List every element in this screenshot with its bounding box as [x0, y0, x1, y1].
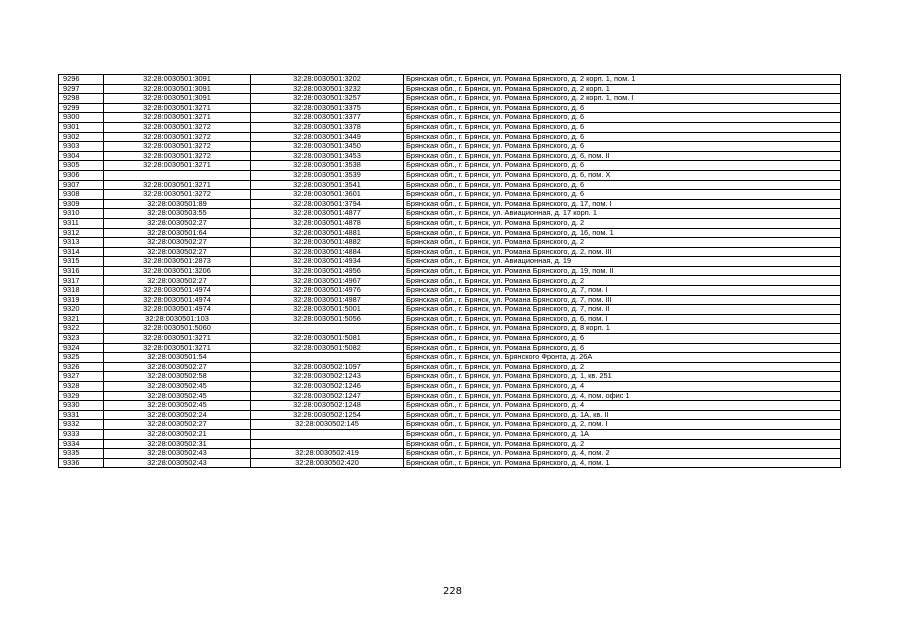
row-number-cell: 9311 — [59, 218, 104, 228]
land-parcel-number-cell: 32:28:0030502:24 — [104, 410, 251, 420]
address-cell: Брянская обл., г. Брянск, ул. Романа Брянского, д. 7, пом. III — [404, 295, 841, 305]
table-row — [59, 218, 841, 228]
address-cell: Брянская обл., г. Брянск, ул. Романа Брянского, д. 8 корп. 1 — [404, 324, 841, 334]
row-number-cell: 9321 — [59, 314, 104, 324]
address-cell: Брянская обл., г. Брянск, ул. Романа Брянского, д. 6 — [404, 190, 841, 200]
row-number-cell: 9313 — [59, 238, 104, 248]
land-parcel-number-cell: 32:28:0030501:4974 — [104, 295, 251, 305]
object-number-cell: 32:28:0030501:3453 — [251, 151, 404, 161]
address-cell: Брянская обл., г. Брянск, ул. Романа Брянского, д. 6 — [404, 103, 841, 113]
row-number-cell: 9327 — [59, 372, 104, 382]
table-row — [59, 238, 841, 248]
table-row — [59, 401, 841, 411]
address-cell: Брянская обл., г. Брянск, ул. Романа Брянского, д. 1А — [404, 429, 841, 439]
row-number-cell: 9312 — [59, 228, 104, 238]
table-row — [59, 84, 841, 94]
land-parcel-number-cell: 32:28:0030502:27 — [104, 420, 251, 430]
address-cell: Брянская обл., г. Брянск, ул. Романа Брянского, д. 6 — [404, 132, 841, 142]
row-number-cell: 9308 — [59, 190, 104, 200]
row-number-cell: 9323 — [59, 334, 104, 344]
address-cell: Брянская обл., г. Брянск, ул. Романа Брянского, д. 4, пом. 1 — [404, 458, 841, 468]
address-cell: Брянская обл., г. Брянск, ул. Романа Брянского, д. 19, пом. II — [404, 266, 841, 276]
land-parcel-number-cell: 32:28:0030502:45 — [104, 391, 251, 401]
row-number-cell: 9303 — [59, 142, 104, 152]
address-cell: Брянская обл., г. Брянск, ул. Романа Брянского, д. 6 — [404, 161, 841, 171]
address-cell: Брянская обл., г. Брянск, ул. Романа Брянского, д. 1А, кв. II — [404, 410, 841, 420]
table-row — [59, 170, 841, 180]
table-row — [59, 122, 841, 132]
table-row — [59, 151, 841, 161]
table-row — [59, 295, 841, 305]
table-row — [59, 266, 841, 276]
object-number-cell — [251, 324, 404, 334]
object-number-cell: 32:28:0030502:1254 — [251, 410, 404, 420]
land-parcel-number-cell: 32:28:0030501:5060 — [104, 324, 251, 334]
address-cell: Брянская обл., г. Брянск, ул. Романа Брянского, д. 6 — [404, 122, 841, 132]
table-row — [59, 209, 841, 219]
land-parcel-number-cell: 32:28:0030501:3272 — [104, 142, 251, 152]
address-cell: Брянская обл., г. Брянск, ул. Авиационная, д. 17 корп. 1 — [404, 209, 841, 219]
land-parcel-number-cell: 32:28:0030501:64 — [104, 228, 251, 238]
row-number-cell: 9309 — [59, 199, 104, 209]
object-number-cell: 32:28:0030502:420 — [251, 458, 404, 468]
address-cell: Брянская обл., г. Брянск, ул. Романа Брянского, д. 2 корп. 1, пом. I — [404, 94, 841, 104]
row-number-cell: 9320 — [59, 305, 104, 315]
object-number-cell: 32:28:0030501:3377 — [251, 113, 404, 123]
table-row — [59, 343, 841, 353]
address-cell: Брянская обл., г. Брянск, ул. Романа Брянского, д. 2 — [404, 439, 841, 449]
object-number-cell — [251, 353, 404, 363]
object-number-cell: 32:28:0030501:4882 — [251, 238, 404, 248]
address-cell: Брянская обл., г. Брянск, ул. Романа Брянского, д. 6, пом. II — [404, 151, 841, 161]
land-parcel-number-cell: 32:28:0030502:43 — [104, 449, 251, 459]
row-number-cell: 9325 — [59, 353, 104, 363]
row-number-cell: 9333 — [59, 429, 104, 439]
row-number-cell: 9304 — [59, 151, 104, 161]
land-parcel-number-cell: 32:28:0030502:58 — [104, 372, 251, 382]
table-row — [59, 429, 841, 439]
land-parcel-number-cell: 32:28:0030502:43 — [104, 458, 251, 468]
object-number-cell — [251, 429, 404, 439]
object-number-cell: 32:28:0030502:145 — [251, 420, 404, 430]
address-cell: Брянская обл., г. Брянск, ул. Романа Брянского, д. 4 — [404, 382, 841, 392]
table-row — [59, 276, 841, 286]
object-number-cell: 32:28:0030501:5001 — [251, 305, 404, 315]
address-cell: Брянская обл., г. Брянск, ул. Брянского Фронта, д. 26А — [404, 353, 841, 363]
table-row — [59, 161, 841, 171]
page-number: 228 — [442, 586, 463, 597]
address-cell: Брянская обл., г. Брянск, ул. Романа Брянского, д. 2 — [404, 238, 841, 248]
table-row — [59, 257, 841, 267]
land-parcel-number-cell — [104, 170, 251, 180]
address-cell: Брянская обл., г. Брянск, ул. Романа Брянского, д. 16, пом. 1 — [404, 228, 841, 238]
row-number-cell: 9307 — [59, 180, 104, 190]
land-parcel-number-cell: 32:28:0030501:3271 — [104, 180, 251, 190]
address-cell: Брянская обл., г. Брянск, ул. Романа Брянского, д. 17, пом. I — [404, 199, 841, 209]
table-row — [59, 410, 841, 420]
row-number-cell: 9317 — [59, 276, 104, 286]
land-parcel-number-cell: 32:28:0030502:31 — [104, 439, 251, 449]
object-number-cell: 32:28:0030501:3449 — [251, 132, 404, 142]
land-parcel-number-cell: 32:28:0030501:103 — [104, 314, 251, 324]
address-cell: Брянская обл., г. Брянск, ул. Романа Брянского, д. 2, пом. I — [404, 420, 841, 430]
address-cell: Брянская обл., г. Брянск, ул. Романа Брянского, д. 2 корп. 1 — [404, 84, 841, 94]
row-number-cell: 9299 — [59, 103, 104, 113]
document-table-container — [58, 74, 840, 468]
row-number-cell: 9328 — [59, 382, 104, 392]
object-number-cell: 32:28:0030501:3794 — [251, 199, 404, 209]
object-number-cell: 32:28:0030502:1248 — [251, 401, 404, 411]
object-number-cell — [251, 439, 404, 449]
table-row — [59, 286, 841, 296]
table-row — [59, 420, 841, 430]
address-cell: Брянская обл., г. Брянск, ул. Авиационная, д. 19 — [404, 257, 841, 267]
table-row — [59, 362, 841, 372]
table-row — [59, 142, 841, 152]
land-parcel-number-cell: 32:28:0030502:27 — [104, 362, 251, 372]
land-parcel-number-cell: 32:28:0030503:55 — [104, 209, 251, 219]
address-cell: Брянская обл., г. Брянск, ул. Романа Брянского, д. 6 — [404, 113, 841, 123]
row-number-cell: 9300 — [59, 113, 104, 123]
object-number-cell: 32:28:0030501:4934 — [251, 257, 404, 267]
address-cell: Брянская обл., г. Брянск, ул. Романа Брянского, д. 4, пом. 2 — [404, 449, 841, 459]
table-row — [59, 334, 841, 344]
row-number-cell: 9331 — [59, 410, 104, 420]
table-row — [59, 247, 841, 257]
row-number-cell: 9298 — [59, 94, 104, 104]
row-number-cell: 9315 — [59, 257, 104, 267]
row-number-cell: 9318 — [59, 286, 104, 296]
address-cell: Брянская обл., г. Брянск, ул. Романа Брянского, д. 6, пом. I — [404, 314, 841, 324]
address-cell: Брянская обл., г. Брянск, ул. Романа Брянского, д. 6, пом. X — [404, 170, 841, 180]
address-cell: Брянская обл., г. Брянск, ул. Романа Брянского, д. 6 — [404, 334, 841, 344]
address-cell: Брянская обл., г. Брянск, ул. Романа Брянского, д. 2, пом. III — [404, 247, 841, 257]
row-number-cell: 9334 — [59, 439, 104, 449]
row-number-cell: 9329 — [59, 391, 104, 401]
land-parcel-number-cell: 32:28:0030501:3271 — [104, 334, 251, 344]
land-parcel-number-cell: 32:28:0030501:3091 — [104, 75, 251, 85]
object-number-cell: 32:28:0030501:5081 — [251, 334, 404, 344]
row-number-cell: 9326 — [59, 362, 104, 372]
table-row — [59, 382, 841, 392]
land-parcel-number-cell: 32:28:0030501:3271 — [104, 103, 251, 113]
address-cell: Брянская обл., г. Брянск, ул. Романа Брянского, д. 7, пом. I — [404, 286, 841, 296]
address-cell: Брянская обл., г. Брянск, ул. Романа Брянского, д. 6 — [404, 180, 841, 190]
land-parcel-number-cell: 32:28:0030501:3271 — [104, 343, 251, 353]
row-number-cell: 9302 — [59, 132, 104, 142]
object-number-cell: 32:28:0030502:1243 — [251, 372, 404, 382]
address-cell: Брянская обл., г. Брянск, ул. Романа Брянского, д. 1, кв. 251 — [404, 372, 841, 382]
land-parcel-number-cell: 32:28:0030501:3272 — [104, 132, 251, 142]
row-number-cell: 9332 — [59, 420, 104, 430]
address-cell: Брянская обл., г. Брянск, ул. Романа Брянского, д. 2 — [404, 362, 841, 372]
object-number-cell: 32:28:0030501:4987 — [251, 295, 404, 305]
land-parcel-number-cell: 32:28:0030501:89 — [104, 199, 251, 209]
land-parcel-number-cell: 32:28:0030501:3272 — [104, 122, 251, 132]
land-parcel-number-cell: 32:28:0030502:21 — [104, 429, 251, 439]
row-number-cell: 9301 — [59, 122, 104, 132]
row-number-cell: 9322 — [59, 324, 104, 334]
table-row — [59, 180, 841, 190]
table-row — [59, 314, 841, 324]
table-row — [59, 391, 841, 401]
object-number-cell: 32:28:0030501:3541 — [251, 180, 404, 190]
table-row — [59, 324, 841, 334]
address-cell: Брянская обл., г. Брянск, ул. Романа Брянского, д. 6 — [404, 142, 841, 152]
land-parcel-number-cell: 32:28:0030501:3271 — [104, 113, 251, 123]
object-number-cell: 32:28:0030501:4976 — [251, 286, 404, 296]
object-number-cell: 32:28:0030501:4956 — [251, 266, 404, 276]
land-parcel-number-cell: 32:28:0030501:3272 — [104, 190, 251, 200]
table-row — [59, 372, 841, 382]
address-cell: Брянская обл., г. Брянск, ул. Романа Брянского, д. 2 — [404, 218, 841, 228]
land-parcel-number-cell: 32:28:0030501:3091 — [104, 94, 251, 104]
object-number-cell: 32:28:0030502:1097 — [251, 362, 404, 372]
object-number-cell: 32:28:0030501:3538 — [251, 161, 404, 171]
table-row — [59, 449, 841, 459]
land-parcel-number-cell: 32:28:0030502:27 — [104, 247, 251, 257]
table-body — [59, 75, 841, 468]
table-row — [59, 132, 841, 142]
address-cell: Брянская обл., г. Брянск, ул. Романа Брянского, д. 2 — [404, 276, 841, 286]
object-number-cell: 32:28:0030501:5082 — [251, 343, 404, 353]
land-parcel-number-cell: 32:28:0030502:45 — [104, 401, 251, 411]
land-parcel-number-cell: 32:28:0030502:27 — [104, 238, 251, 248]
table-row — [59, 190, 841, 200]
row-number-cell: 9335 — [59, 449, 104, 459]
object-number-cell: 32:28:0030501:3257 — [251, 94, 404, 104]
land-parcel-number-cell: 32:28:0030501:2873 — [104, 257, 251, 267]
row-number-cell: 9310 — [59, 209, 104, 219]
object-number-cell: 32:28:0030502:419 — [251, 449, 404, 459]
table-row — [59, 103, 841, 113]
table-row — [59, 75, 841, 85]
object-number-cell: 32:28:0030501:4877 — [251, 209, 404, 219]
address-cell: Брянская обл., г. Брянск, ул. Романа Брянского, д. 6 — [404, 343, 841, 353]
row-number-cell: 9319 — [59, 295, 104, 305]
object-number-cell: 32:28:0030501:3202 — [251, 75, 404, 85]
object-number-cell: 32:28:0030501:4967 — [251, 276, 404, 286]
table-row — [59, 439, 841, 449]
land-parcel-number-cell: 32:28:0030501:3272 — [104, 151, 251, 161]
row-number-cell: 9306 — [59, 170, 104, 180]
cadastral-table — [58, 74, 841, 468]
object-number-cell: 32:28:0030502:1247 — [251, 391, 404, 401]
land-parcel-number-cell: 32:28:0030501:3206 — [104, 266, 251, 276]
table-row — [59, 353, 841, 363]
table-row — [59, 113, 841, 123]
object-number-cell: 32:28:0030501:4881 — [251, 228, 404, 238]
land-parcel-number-cell: 32:28:0030501:3271 — [104, 161, 251, 171]
land-parcel-number-cell: 32:28:0030502:27 — [104, 276, 251, 286]
table-row — [59, 94, 841, 104]
land-parcel-number-cell: 32:28:0030501:4974 — [104, 286, 251, 296]
object-number-cell: 32:28:0030501:3232 — [251, 84, 404, 94]
address-cell: Брянская обл., г. Брянск, ул. Романа Брянского, д. 4, пом. офис 1 — [404, 391, 841, 401]
land-parcel-number-cell: 32:28:0030501:4974 — [104, 305, 251, 315]
row-number-cell: 9296 — [59, 75, 104, 85]
object-number-cell: 32:28:0030501:3450 — [251, 142, 404, 152]
table-row — [59, 458, 841, 468]
land-parcel-number-cell: 32:28:0030501:3091 — [104, 84, 251, 94]
object-number-cell: 32:28:0030501:3378 — [251, 122, 404, 132]
object-number-cell: 32:28:0030501:4878 — [251, 218, 404, 228]
object-number-cell: 32:28:0030501:3539 — [251, 170, 404, 180]
land-parcel-number-cell: 32:28:0030502:45 — [104, 382, 251, 392]
row-number-cell: 9297 — [59, 84, 104, 94]
address-cell: Брянская обл., г. Брянск, ул. Романа Брянского, д. 4 — [404, 401, 841, 411]
address-cell: Брянская обл., г. Брянск, ул. Романа Брянского, д. 7, пом. II — [404, 305, 841, 315]
object-number-cell: 32:28:0030501:4884 — [251, 247, 404, 257]
object-number-cell: 32:28:0030501:3601 — [251, 190, 404, 200]
table-row — [59, 305, 841, 315]
object-number-cell: 32:28:0030501:3375 — [251, 103, 404, 113]
address-cell: Брянская обл., г. Брянск, ул. Романа Брянского, д. 2 корп. 1, пом. 1 — [404, 75, 841, 85]
row-number-cell: 9336 — [59, 458, 104, 468]
row-number-cell: 9324 — [59, 343, 104, 353]
row-number-cell: 9314 — [59, 247, 104, 257]
row-number-cell: 9305 — [59, 161, 104, 171]
row-number-cell: 9316 — [59, 266, 104, 276]
object-number-cell: 32:28:0030502:1246 — [251, 382, 404, 392]
table-row — [59, 199, 841, 209]
object-number-cell: 32:28:0030501:5056 — [251, 314, 404, 324]
land-parcel-number-cell: 32:28:0030501:54 — [104, 353, 251, 363]
land-parcel-number-cell: 32:28:0030502:27 — [104, 218, 251, 228]
table-row — [59, 228, 841, 238]
row-number-cell: 9330 — [59, 401, 104, 411]
